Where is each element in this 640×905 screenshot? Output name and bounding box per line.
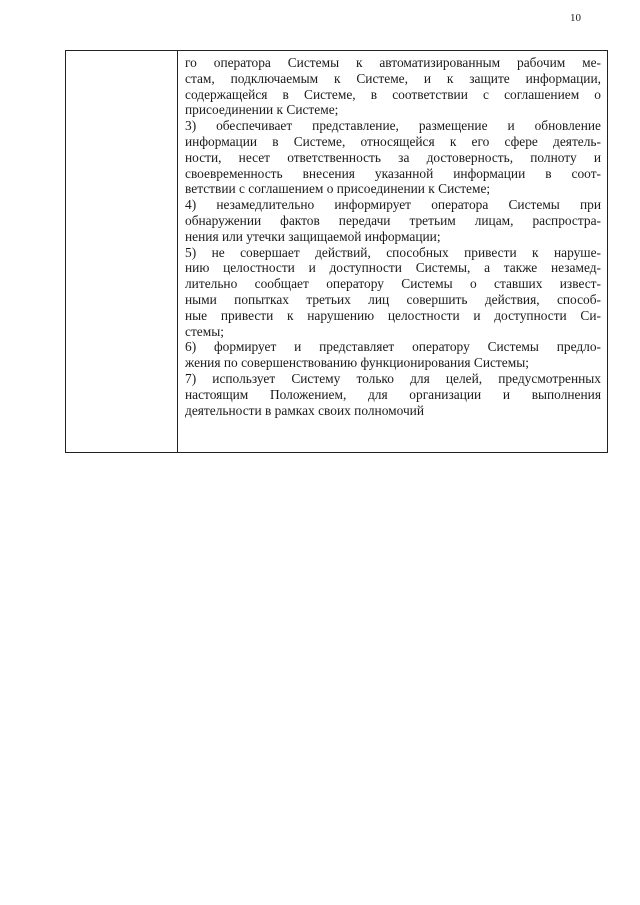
text-line: присоединении к Системе;	[185, 102, 339, 118]
text-line: лительно сообщает оператору Системы о ставших извест-	[185, 276, 601, 292]
text-line: го оператора Системы к автоматизированным рабочим ме-	[185, 55, 601, 70]
text-line: ными попытках третьих лиц совершить действия, способ-	[185, 291, 601, 307]
text-line: своевременность внесения указанной информации в соот-	[185, 165, 601, 181]
text-line: 6) формирует и представляет оператору Системы предло-	[185, 339, 601, 355]
text-line: информации в Системе, относящейся к его сфере деятель-	[185, 133, 601, 149]
text-line: 4) незамедлительно информирует оператора Системы при	[185, 197, 601, 213]
text-line: ные привести к нарушению целостности и доступности Си-	[185, 307, 601, 323]
page-number: 10	[570, 12, 581, 24]
text-line: ности, несет ответственность за достоверность, полноту и	[185, 149, 601, 165]
text-line: жения по совершенствованию функционирования Системы;	[185, 355, 529, 371]
text-line: ветствии с соглашением о присоединении к Системе;	[185, 181, 491, 197]
text-line: обнаружении фактов передачи третьим лицам, распростра-	[185, 212, 601, 228]
table-left-cell	[66, 51, 178, 452]
text-line: содержащейся в Системе, в соответствии с соглашением о	[185, 86, 601, 102]
text-line: настоящим Положением, для организации и выполнения	[185, 386, 601, 402]
text-line: 7) использует Систему только для целей, предусмотренных	[185, 370, 601, 386]
text-line: стам, подключаемым к Системе, и к защите информации,	[185, 70, 601, 86]
table-right-cell	[185, 55, 601, 418]
text-line: 3) обеспечивает представление, размещение и обновление	[185, 118, 601, 134]
text-line: стемы;	[185, 323, 224, 339]
text-line: 5) не совершает действий, способных привести к наруше-	[185, 244, 601, 260]
text-line: деятельности в рамках своих полномочий	[185, 402, 425, 418]
text-line: нию целостности и доступности Системы, а также незамед-	[185, 260, 601, 276]
document-table	[65, 50, 608, 453]
text-line: нения или утечки защищаемой информации;	[185, 228, 441, 244]
